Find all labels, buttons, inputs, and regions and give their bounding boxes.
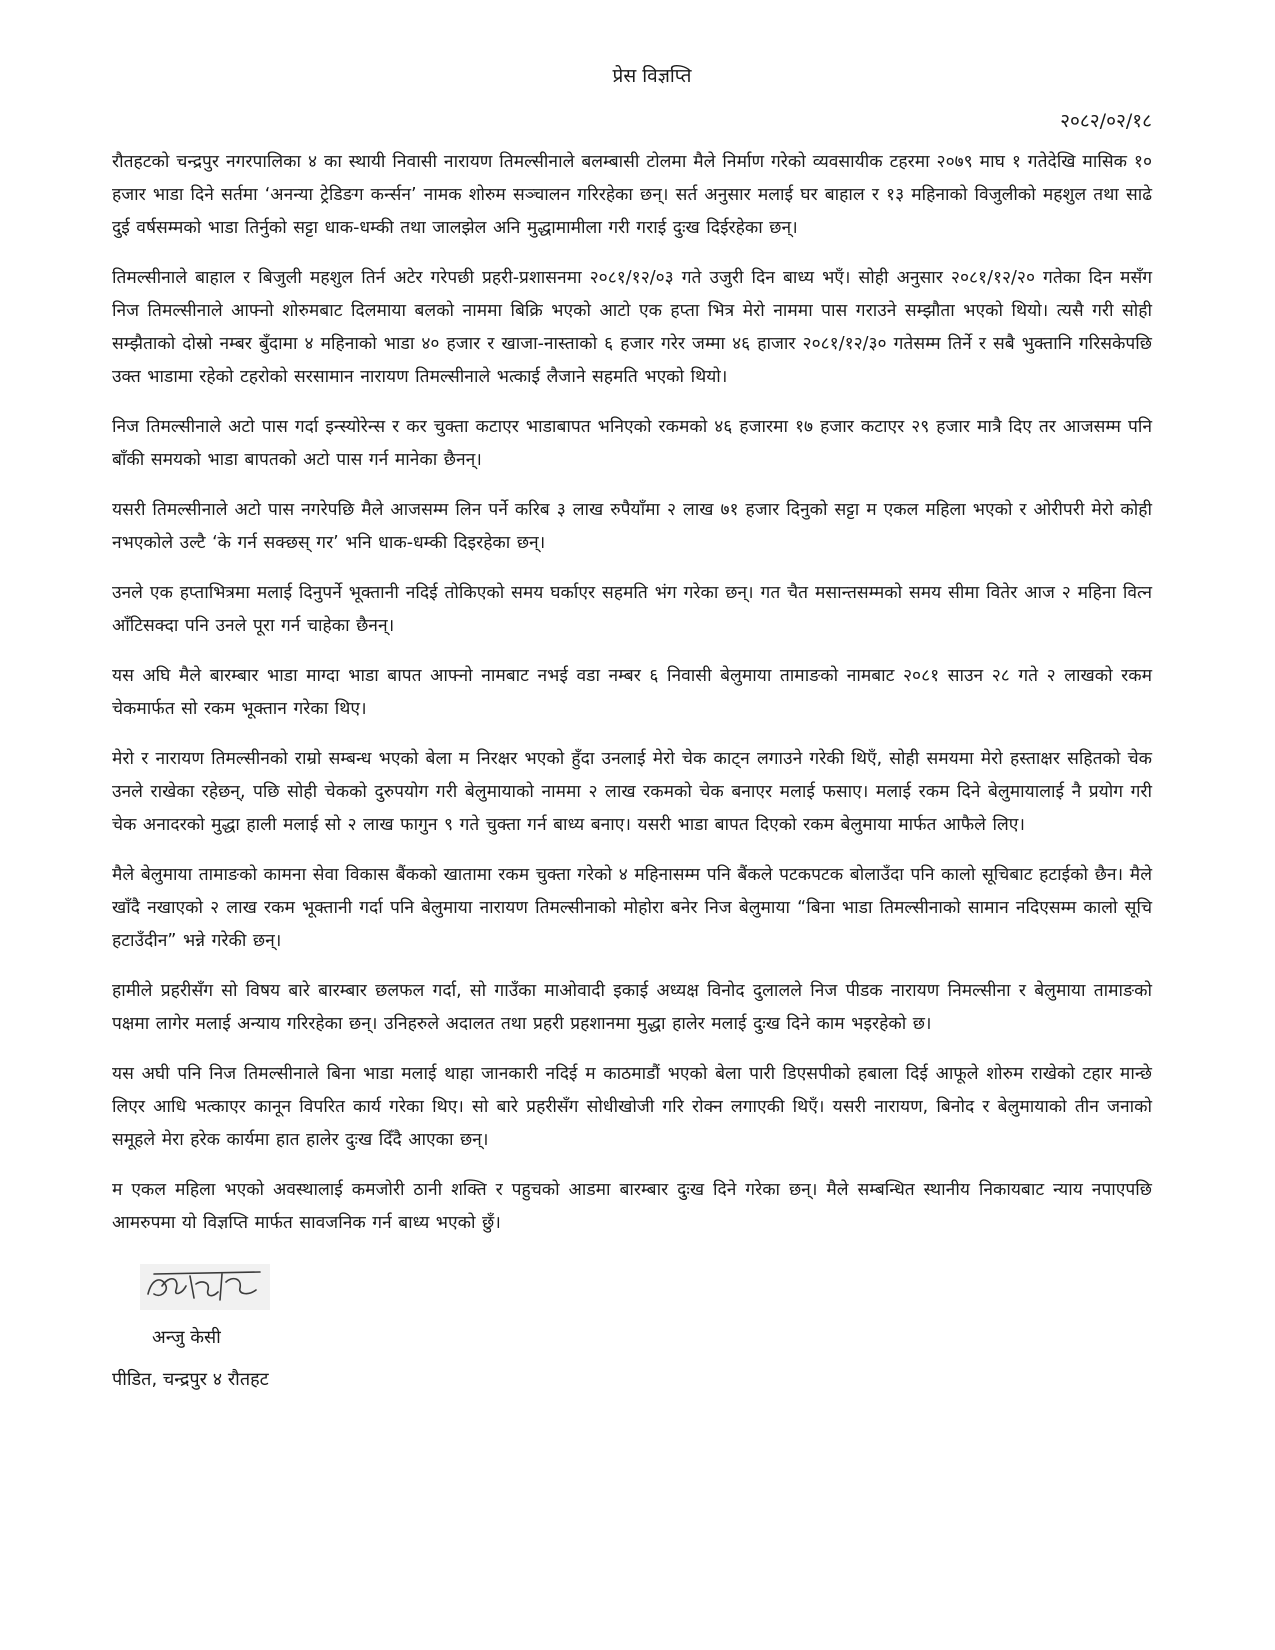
paragraph: मैले बेलुमाया तामाङको कामना सेवा विकास बैंकको खातामा रकम चुक्ता गरेको ४ महिनासम्म पनि बैंकले पटकपटक बोलाउँदा पनि कालो सूचिबाट हटाईको छैन। मैले खाँदै नखाएको २ लाख रकम भूक्तानी गर्दा पनि बेलुमाया नारायण तिमल्सीनाको मोहोरा बनेर निज बेलुमाया “बिना भाडा तिमल्सीनाको सामान नदिएसम्म कालो सूचि हटाउँदीन” भन्ने गरेकी छन्। xyxy=(112,865,1152,951)
paragraph: निज तिमल्सीनाले अटो पास गर्दा इन्स्योरेन्स र कर चुक्ता कटाएर भाडाबापत भनिएको रकमको ४६ हजारमा १७ हजार कटाएर २९ हजार मात्रै दिए तर आजसम्म पनि बाँकी समयको भाडा बापतको अटो पास गर्न मानेका छैनन्। xyxy=(112,417,1152,470)
signature-icon xyxy=(140,1264,270,1310)
paragraph: तिमल्सीनाले बाहाल र बिजुली महशुल तिर्न अटेर गरेपछी प्रहरी-प्रशासनमा २०८१/१२/०३ गते उजुरी दिन बाध्य भएँ। सोही अनुसार २०८१/१२/२० गतेका दिन मसँग निज तिमल्सीनाले आफ्नो शोरुमबाट दिलमाया बलको नाममा बिक्रि भएको आटो एक हप्ता भित्र मेरो नाममा पास गराउने सम्झौता भएको थियो। त्यसै गरी सोही सम्झैताको दोस्रो नम्बर बुँदामा ४ महिनाको भाडा ४० हजार र खाजा-नास्ताको ६ हजार गरेर जम्मा ४६ हाजार २०८१/१२/३० गतेसम्म तिर्ने र सबै भुक्तानि गरिसकेपछि उक्त भाडामा रहेको टहरोको सरसामान नारायण तिमल्सीनाले भत्काई लैजाने सहमति भएको थियो। xyxy=(112,268,1152,387)
paragraph: म एकल महिला भएको अवस्थालाई कमजोरी ठानी शक्ति र पहुचको आडमा बारम्बार दुःख दिने गरेका छन्। मैले सम्बन्धित स्थानीय निकायबाट न्याय नपाएपछि आमरुपमा यो विज्ञप्ति मार्फत सावजनिक गर्न बाध्य भएको छुँ। xyxy=(112,1180,1152,1233)
paragraph: यस अघी पनि निज तिमल्सीनाले बिना भाडा मलाई थाहा जानकारी नदिई म काठमाडौं भएको बेला पारी डिएसपीको हबाला दिई आफूले शोरुम राखेको टहार मान्छे लिएर आधि भत्काएर कानून विपरित कार्य गरेका थिए। सो बारे प्रहरीसँग सोधीखोजी गरि रोक्न लगाएकी थिएँ। यसरी नारायण, बिनोद र बेलुमायाको तीन जनाको समूहले मेरा हरेक कार्यमा हात हालेर दुःख दिँदै आएका छन्। xyxy=(112,1064,1152,1150)
signer-address: पीडित, चन्द्रपुर ४ रौतहट xyxy=(112,1369,269,1390)
paragraph: यस अघि मैले बारम्बार भाडा माग्दा भाडा बापत आफ्नो नामबाट नभई वडा नम्बर ६ निवासी बेलुमाया तामाङको नामबाट २०८१ साउन २८ गते २ लाखको रकम चेकमार्फत सो रकम भूक्तान गरेका थिए। xyxy=(112,666,1152,719)
paragraph: रौतहटको चन्द्रपुर नगरपालिका ४ का स्थायी निवासी नारायण तिमल्सीनाले बलम्बासी टोलमा मैले निर्माण गरेको व्यवसायीक टहरमा २०७९ माघ १ गतेदेखि मासिक १० हजार भाडा दिने सर्तमा ‘अनन्या ट्रेडिङग कर्न्सन’ नामक शोरुम सञ्चालन गरिरहेका छन्। सर्त अनुसार मलाई घर बाहाल र १३ महिनाको विजुलीको महशुल तथा साढे दुई वर्षसम्मको भाडा तिर्नुको सट्टा धाक-धम्की तथा जालझेल अनि मुद्धामामीला गरी गराई दुःख दिईरहेका छन्। xyxy=(112,152,1152,238)
release-date: २०८२/०२/१८ xyxy=(1060,110,1152,132)
paragraph: यसरी तिमल्सीनाले अटो पास नगरेपछि मैले आजसम्म लिन पर्ने करिब ३ लाख रुपैयाँमा २ लाख ७१ हजार दिनुको सट्टा म एकल महिला भएको र ओरीपरी मेरो कोही नभएकोले उल्टै ‘के गर्न सक्छस् गर’ भनि धाक-धम्की दिइरहेका छन्। xyxy=(112,500,1152,553)
paragraph: हामीले प्रहरीसँग सो विषय बारे बारम्बार छलफल गर्दा, सो गाउँका माओवादी इकाई अध्यक्ष विनोद दुलालले निज पीडक नारायण निमल्सीना र बेलुमाया तामाङको पक्षमा लागेर मलाई अन्याय गरिरहेका छन्। उनिहरुले अदालत तथा प्रहरी प्रहशानमा मुद्धा हालेर मलाई दुःख दिने काम भइरहेको छ। xyxy=(112,981,1152,1034)
body-text xyxy=(112,146,1152,1240)
signer-name: अन्जु केसी xyxy=(152,1327,221,1348)
page-title: प्रेस विज्ञप्ति xyxy=(612,65,692,87)
paragraph: उनले एक हप्ताभित्रमा मलाई दिनुपर्ने भूक्तानी नदिई तोकिएको समय घर्काएर सहमति भंग गरेका छन्। गत चैत मसान्तसम्मको समय सीमा वितेर आज २ महिना वित्न आँटिसक्दा पनि उनले पूरा गर्न चाहेका छैनन्। xyxy=(112,583,1152,636)
handwritten-signature xyxy=(140,1264,270,1310)
paragraph: मेरो र नारायण तिमल्सीनको राम्रो सम्बन्ध भएको बेला म निरक्षर भएको हुँदा उनलाई मेरो चेक काट्न लगाउने गरेकी थिएँ, सोही समयमा मेरो हस्ताक्षर सहितको चेक उनले राखेका रहेछन्, पछि सोही चेकको दुरुपयोग गरी बेलुमायाको नाममा २ लाख रकमको चेक बनाएर मलाई फसाए। मलाई रकम दिने बेलुमायालाई नै प्रयोग गरी चेक अनादरको मुद्धा हाली मलाई सो २ लाख फागुन ९ गते चुक्ता गर्न बाध्य बनाए। यसरी भाडा बापत दिएको रकम बेलुमाया मार्फत आफैले लिए। xyxy=(112,749,1152,835)
